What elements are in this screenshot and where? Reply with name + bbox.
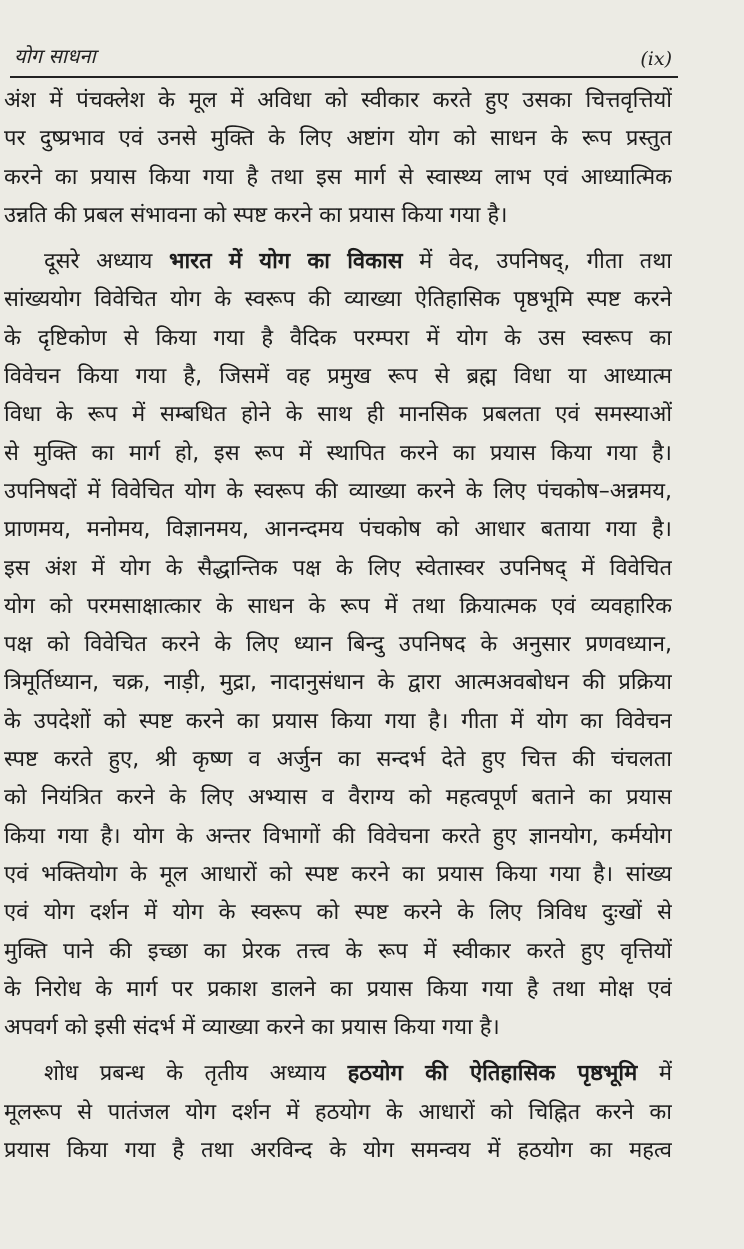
line-text: में: [637, 1061, 672, 1087]
line-text: दूसरे अध्याय: [44, 249, 169, 275]
text-line: करने का प्रयास किया गया है तथा इस मार्ग से स्वास्थ्य लाभ एवं आध्यात्मिक: [4, 164, 672, 190]
line-text: में वेद, उपनिषद्, गीता तथा: [402, 249, 672, 275]
text-line: के उपदेशों को स्पष्ट करने का प्रयास किया गया है। गीता में योग का विवेचन: [4, 708, 672, 734]
page-header: [10, 34, 678, 78]
chapter-title-bold: हठयोग की ऐतिहासिक पृष्ठभूमि: [347, 1061, 638, 1087]
page-number: (ix): [640, 48, 672, 70]
text-line: प्राणमय, मनोमय, विज्ञानमय, आनन्दमय पंचकोष को आधार बताया गया है।: [4, 517, 672, 543]
text-line: योग को परमसाक्षात्कार के साधन के रूप में तथा क्रियात्मक एवं व्यवहारिक: [4, 593, 672, 619]
text-line: सांख्ययोग विवेचित योग के स्वरूप की व्याख्या ऐतिहासिक पृष्ठभूमि स्पष्ट करने: [4, 287, 672, 313]
text-line: एवं भक्तियोग के मूल आधारों को स्पष्ट करने का प्रयास किया गया है। सांख्य: [4, 861, 672, 887]
text-line: मुक्ति पाने की इच्छा का प्रेरक तत्त्व के रूप में स्वीकार करते हुए वृत्तियों: [4, 938, 672, 964]
paragraph-1: [4, 82, 672, 235]
text-line: विवेचन किया गया है, जिसमें वह प्रमुख रूप से ब्रह्म विधा या आध्यात्म: [4, 364, 672, 390]
text-line: उन्नति की प्रबल संभावना को स्पष्ट करने का प्रयास किया गया है।: [4, 202, 508, 228]
chapter-title-bold: भारत में योग का विकास: [168, 249, 403, 275]
text-line: के निरोध के मार्ग पर प्रकाश डालने का प्रयास किया गया है तथा मोक्ष एवं: [4, 976, 672, 1002]
text-line: विधा के रूप में सम्बधित होने के साथ ही मानसिक प्रबलता एवं समस्याओं: [4, 402, 672, 428]
text-line: त्रिमूर्तिध्यान, चक्र, नाड़ी, मुद्रा, नादानुसंधान के द्वारा आत्मअवबोधन की प्रक्रिया: [4, 670, 672, 696]
text-line: एवं योग दर्शन में योग के स्वरूप को स्पष्ट करने के लिए त्रिविध दुःखों से: [4, 900, 672, 926]
text-line: स्पष्ट करते हुए, श्री कृष्ण व अर्जुन का सन्दर्भ देते हुए चित्त की चंचलता: [4, 747, 672, 773]
text-line: प्रयास किया गया है तथा अरविन्द के योग समन्वय में हठयोग का महत्व: [4, 1138, 672, 1164]
text-line: पर दुष्प्रभाव एवं उनसे मुक्ति के लिए अष्टांग योग को साधन के रूप प्रस्तुत: [4, 126, 672, 152]
running-header-title: योग साधना: [14, 44, 96, 68]
text-line: [4, 243, 672, 281]
text-line: के दृष्टिकोण से किया गया है वैदिक परम्परा में योग के उस स्वरूप का: [4, 325, 672, 351]
body-text: [4, 82, 672, 1178]
text-line: किया गया है। योग के अन्तर विभागों की विवेचना करते हुए ज्ञानयोग, कर्मयोग: [4, 823, 672, 849]
paragraph-3: [4, 1055, 672, 1170]
text-line: अंश में पंचक्लेश के मूल में अविधा को स्वीकार करते हुए उसका चित्तवृत्तियों: [4, 88, 672, 113]
text-line: [4, 1055, 672, 1093]
text-line: अपवर्ग को इसी संदर्भ में व्याख्या करने का प्रयास किया गया है।: [4, 1015, 500, 1041]
text-line: पक्ष को विवेचित करने के लिए ध्यान बिन्दु उपनिषद के अनुसार प्रणवध्यान,: [4, 632, 672, 658]
text-line: उपनिषदों में विवेचित योग के स्वरूप की व्याख्या करने के लिए पंचकोष–अन्नमय,: [4, 478, 672, 504]
line-text: शोध प्रबन्ध के तृतीय अध्याय: [44, 1061, 348, 1087]
text-line: मूलरूप से पातंजल योग दर्शन में हठयोग के आधारों को चिह्नित करने का: [4, 1099, 672, 1125]
text-line: इस अंश में योग के सैद्धान्तिक पक्ष के लिए स्वेतास्वर उपनिषद् में विवेचित: [4, 555, 672, 581]
paragraph-2: [4, 243, 672, 1047]
text-line: से मुक्ति का मार्ग हो, इस रूप में स्थापित करने का प्रयास किया गया है।: [4, 440, 672, 466]
text-line: को नियंत्रित करने के लिए अभ्यास व वैराग्य को महत्वपूर्ण बताने का प्रयास: [4, 785, 672, 811]
